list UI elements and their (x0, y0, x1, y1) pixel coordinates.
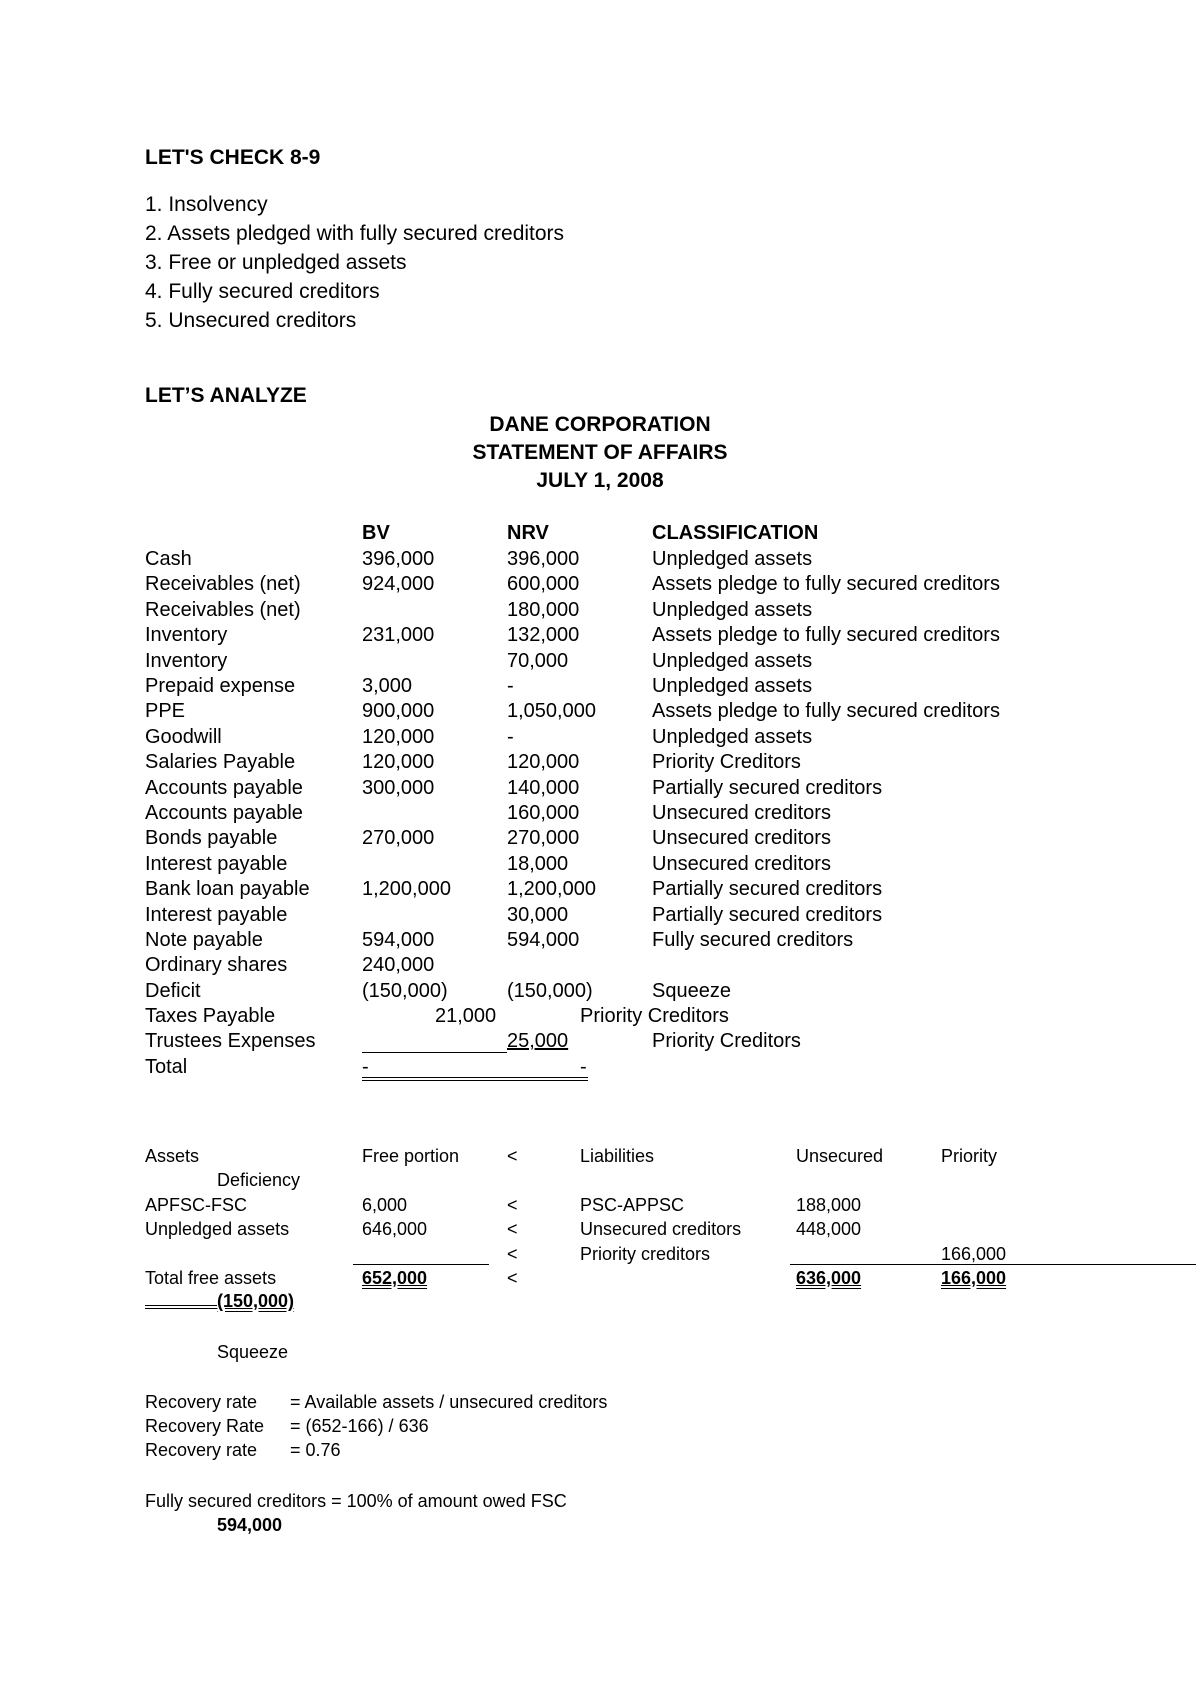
check-list (145, 190, 564, 335)
underline (362, 1052, 507, 1053)
list-item: 1. Insolvency (145, 193, 268, 216)
summary-cell-liability: Unsecured creditors (580, 1219, 742, 1239)
statement-title: STATEMENT OF AFFAIRS (472, 441, 728, 464)
table-cell-nrv: 270,000 (507, 827, 580, 849)
table-cell-nrv: 396,000 (507, 548, 580, 570)
table-cell-account: Salaries Payable (145, 751, 296, 773)
table-cell-nrv: 70,000 (507, 650, 569, 672)
total-unsecured-value: 636,000 (796, 1268, 862, 1288)
statement-date: JULY 1, 2008 (536, 469, 664, 492)
table-cell-classification: Unpledged assets (652, 675, 813, 697)
table-cell-classification: Assets pledge to fully secured creditors (652, 624, 1000, 646)
table-cell-account: Goodwill (145, 726, 222, 748)
summary-header-lt: < (507, 1146, 518, 1166)
table-row-value: 21,000 (435, 1005, 497, 1027)
table-cell-nrv: 600,000 (507, 573, 580, 595)
table-cell-nrv: 30,000 (507, 904, 569, 926)
recovery-formula: = Available assets / unsecured creditors (290, 1392, 608, 1412)
company-name: DANE CORPORATION (489, 413, 711, 436)
table-cell-bv: (150,000) (362, 980, 448, 1002)
table-cell-classification: Unpledged assets (652, 548, 813, 570)
total-nrv: - (580, 1056, 587, 1078)
double-underline-bottom (145, 1308, 217, 1309)
recovery-formula: = (652-166) / 636 (290, 1416, 429, 1436)
summary-cell-free-portion: 6,000 (362, 1195, 408, 1215)
list-item: 5. Unsecured creditors (145, 309, 357, 332)
table-cell-classification: Partially secured creditors (652, 904, 883, 926)
table-row-value: 25,000 (507, 1030, 569, 1052)
table-cell-nrv: 120,000 (507, 751, 580, 773)
list-item: 3. Free or unpledged assets (145, 251, 407, 274)
table-row-label: Trustees Expenses (145, 1030, 316, 1052)
table-cell-classification: Fully secured creditors (652, 929, 854, 951)
table-cell-nrv: 132,000 (507, 624, 580, 646)
table-cell-account: Accounts payable (145, 777, 303, 799)
summary-cell-lt: < (507, 1244, 518, 1264)
deficiency-label: Deficiency (217, 1170, 301, 1190)
table-cell-nrv: (150,000) (507, 980, 593, 1002)
table-cell-nrv: 18,000 (507, 853, 569, 875)
total-priority-value: 166,000 (941, 1268, 1007, 1288)
summary-cell-lt: < (507, 1195, 518, 1215)
total-free-assets-label: Total free assets (145, 1268, 277, 1288)
list-item: 2. Assets pledged with fully secured creditors (145, 222, 565, 245)
total-label: Total (145, 1056, 188, 1078)
underline (790, 1264, 1196, 1265)
table-cell-classification: Partially secured creditors (652, 878, 883, 900)
table-cell-nrv: - (507, 726, 514, 748)
table-cell-account: Interest payable (145, 853, 288, 875)
table-cell-classification: Unpledged assets (652, 726, 813, 748)
table-cell-account: Accounts payable (145, 802, 303, 824)
summary-header-priority: Priority (941, 1146, 998, 1166)
table-cell-classification: Unsecured creditors (652, 802, 831, 824)
underline (353, 1264, 489, 1265)
table-cell-account: Receivables (net) (145, 599, 301, 621)
table-cell-bv: 120,000 (362, 726, 435, 748)
table-cell-account: Deficit (145, 980, 201, 1002)
table-cell-nrv: 1,200,000 (507, 878, 596, 900)
table-row-classification: Priority Creditors (652, 1030, 801, 1052)
table-cell-account: Cash (145, 548, 192, 570)
table-cell-classification: Assets pledge to fully secured creditors (652, 700, 1000, 722)
table-cell-bv: 231,000 (362, 624, 435, 646)
table-cell-account: Prepaid expense (145, 675, 296, 697)
table-cell-classification: Unpledged assets (652, 650, 813, 672)
table-cell-nrv: 1,050,000 (507, 700, 596, 722)
fsc-value: 594,000 (217, 1515, 283, 1535)
column-header-bv: BV (362, 522, 390, 544)
recovery-formula: = 0.76 (290, 1440, 341, 1460)
table-cell-classification: Priority Creditors (652, 751, 801, 773)
table-cell-account: Ordinary shares (145, 954, 288, 976)
summary-cell-priority: 166,000 (941, 1244, 1007, 1264)
table-cell-bv: 924,000 (362, 573, 435, 595)
table-cell-bv: 396,000 (362, 548, 435, 570)
total-lt: < (507, 1268, 518, 1288)
table-cell-account: Note payable (145, 929, 263, 951)
column-header-classification: CLASSIFICATION (652, 522, 819, 544)
summary-cell-unsecured: 448,000 (796, 1219, 862, 1239)
summary-cell-liability: PSC-APPSC (580, 1195, 685, 1215)
table-cell-bv: 300,000 (362, 777, 435, 799)
summary-cell-liability: Priority creditors (580, 1244, 711, 1264)
table-cell-account: Receivables (net) (145, 573, 301, 595)
table-cell-account: Inventory (145, 624, 228, 646)
table-cell-nrv: 140,000 (507, 777, 580, 799)
table-cell-nrv: 160,000 (507, 802, 580, 824)
table-cell-classification: Squeeze (652, 980, 731, 1002)
table-cell-classification: Partially secured creditors (652, 777, 883, 799)
double-underline-top (362, 1077, 588, 1078)
table-cell-account: PPE (145, 700, 186, 722)
recovery-label: Recovery Rate (145, 1416, 265, 1436)
table-row-classification: Priority Creditors (580, 1005, 729, 1027)
recovery-label: Recovery rate (145, 1440, 258, 1460)
total-free-assets-value: 652,000 (362, 1268, 428, 1288)
list-item: 4. Fully secured creditors (145, 280, 380, 303)
double-underline-bottom (362, 1080, 588, 1081)
fsc-line: Fully secured creditors = 100% of amount owed FSC (145, 1491, 567, 1511)
total-bv: - (362, 1056, 369, 1078)
summary-header-unsecured: Unsecured (796, 1146, 884, 1166)
double-underline-top (145, 1305, 217, 1306)
table-cell-bv: 1,200,000 (362, 878, 451, 900)
analyze-heading: LET’S ANALYZE (145, 384, 307, 407)
table-cell-account: Inventory (145, 650, 228, 672)
table-cell-account: Bonds payable (145, 827, 278, 849)
summary-cell-asset: APFSC-FSC (145, 1195, 248, 1215)
summary-cell-free-portion: 646,000 (362, 1219, 428, 1239)
table-cell-bv: 120,000 (362, 751, 435, 773)
table-cell-account: Interest payable (145, 904, 288, 926)
column-header-nrv: NRV (507, 522, 549, 544)
table-cell-nrv: 180,000 (507, 599, 580, 621)
summary-cell-lt: < (507, 1219, 518, 1239)
summary-header-assets: Assets (145, 1146, 200, 1166)
table-cell-nrv: 594,000 (507, 929, 580, 951)
table-cell-bv: 240,000 (362, 954, 435, 976)
table-cell-classification: Unpledged assets (652, 599, 813, 621)
table-cell-bv: 3,000 (362, 675, 413, 697)
table-cell-nrv: - (507, 675, 514, 697)
summary-header-free-portion: Free portion (362, 1146, 460, 1166)
summary-cell-unsecured: 188,000 (796, 1195, 862, 1215)
table-cell-classification: Assets pledge to fully secured creditors (652, 573, 1000, 595)
table-cell-classification: Unsecured creditors (652, 827, 831, 849)
summary-cell-asset: Unpledged assets (145, 1219, 290, 1239)
check-heading: LET'S CHECK 8-9 (145, 146, 321, 169)
summary-header-liabilities: Liabilities (580, 1146, 655, 1166)
table-cell-bv: 270,000 (362, 827, 435, 849)
table-row-label: Taxes Payable (145, 1005, 276, 1027)
deficiency-value: (150,000) (217, 1291, 295, 1311)
recovery-label: Recovery rate (145, 1392, 258, 1412)
squeeze-label: Squeeze (217, 1342, 289, 1362)
table-cell-account: Bank loan payable (145, 878, 310, 900)
table-cell-bv: 594,000 (362, 929, 435, 951)
table-cell-bv: 900,000 (362, 700, 435, 722)
table-cell-classification: Unsecured creditors (652, 853, 831, 875)
